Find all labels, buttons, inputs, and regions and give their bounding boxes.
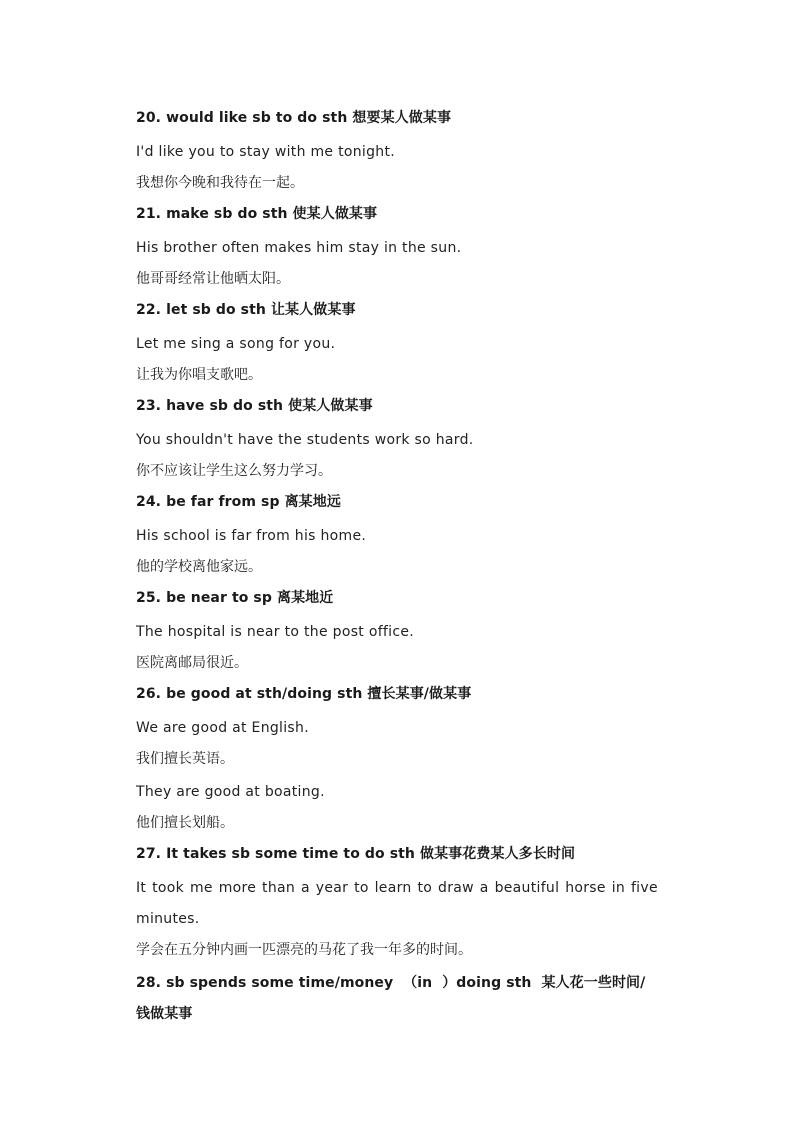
example-en-27-word: me [189, 880, 213, 896]
example-en-27-word: beautiful [494, 880, 560, 896]
example-zh-20: 我想你今晚和我待在一起。 [136, 175, 304, 191]
phrase-heading-28-line1: 28. sb spends some time/money （in ）doing sth 某人花一些时间/ [136, 975, 646, 991]
example-en-27-word: year [315, 880, 349, 896]
example-zh-26b: 他们擅长划船。 [136, 815, 234, 831]
example-zh-26a: 我们擅长英语。 [136, 751, 234, 767]
example-en-27-line1 [136, 878, 658, 898]
phrase-heading-22: 22. let sb do sth 让某人做某事 [136, 302, 356, 318]
example-en-24: His school is far from his home. [136, 528, 367, 544]
example-en-21: His brother often makes him stay in the sun. [136, 240, 462, 256]
example-en-27-word: took [152, 880, 185, 896]
example-en-27-word: draw [438, 880, 474, 896]
phrase-heading-28-line2: 钱做某事 [136, 1006, 193, 1022]
example-en-27-word: It [136, 880, 147, 896]
example-en-27-word: learn [374, 880, 412, 896]
phrase-heading-23: 23. have sb do sth 使某人做某事 [136, 398, 373, 414]
example-en-27-word: five [630, 880, 658, 896]
example-en-27-word: more [218, 880, 257, 896]
example-zh-25: 医院离邮局很近。 [136, 655, 248, 671]
example-en-27-word: horse [565, 880, 606, 896]
phrase-heading-24: 24. be far from sp 离某地远 [136, 494, 341, 510]
example-zh-27: 学会在五分钟内画一匹漂亮的马花了我一年多的时间。 [136, 942, 472, 958]
example-zh-21: 他哥哥经常让他晒太阳。 [136, 271, 290, 287]
example-en-27-word: than [262, 880, 296, 896]
phrase-heading-25: 25. be near to sp 离某地近 [136, 590, 334, 606]
phrase-heading-21: 21. make sb do sth 使某人做某事 [136, 206, 378, 222]
example-en-27-word: a [479, 880, 489, 896]
example-en-23: You shouldn't have the students work so hard. [136, 432, 474, 448]
example-en-22: Let me sing a song for you. [136, 336, 336, 352]
example-zh-24: 他的学校离他家远。 [136, 559, 262, 575]
example-en-27-line2: minutes. [136, 911, 200, 927]
example-en-27-word: to [354, 880, 369, 896]
example-zh-22: 让我为你唱支歌吧。 [136, 367, 262, 383]
example-en-27-word: in [611, 880, 626, 896]
example-en-26a: We are good at English. [136, 720, 309, 736]
example-en-27-word: to [417, 880, 433, 896]
phrase-heading-20: 20. would like sb to do sth 想要某人做某事 [136, 110, 452, 126]
phrase-heading-26: 26. be good at sth/doing sth 擅长某事/做某事 [136, 686, 472, 702]
example-zh-23: 你不应该让学生这么努力学习。 [136, 463, 332, 479]
example-en-25: The hospital is near to the post office. [136, 624, 414, 640]
example-en-26b: They are good at boating. [136, 784, 325, 800]
example-en-27-word: a [300, 880, 310, 896]
phrase-heading-27: 27. It takes sb some time to do sth 做某事花费某人多长时间 [136, 846, 576, 862]
example-en-20: I'd like you to stay with me tonight. [136, 144, 396, 160]
